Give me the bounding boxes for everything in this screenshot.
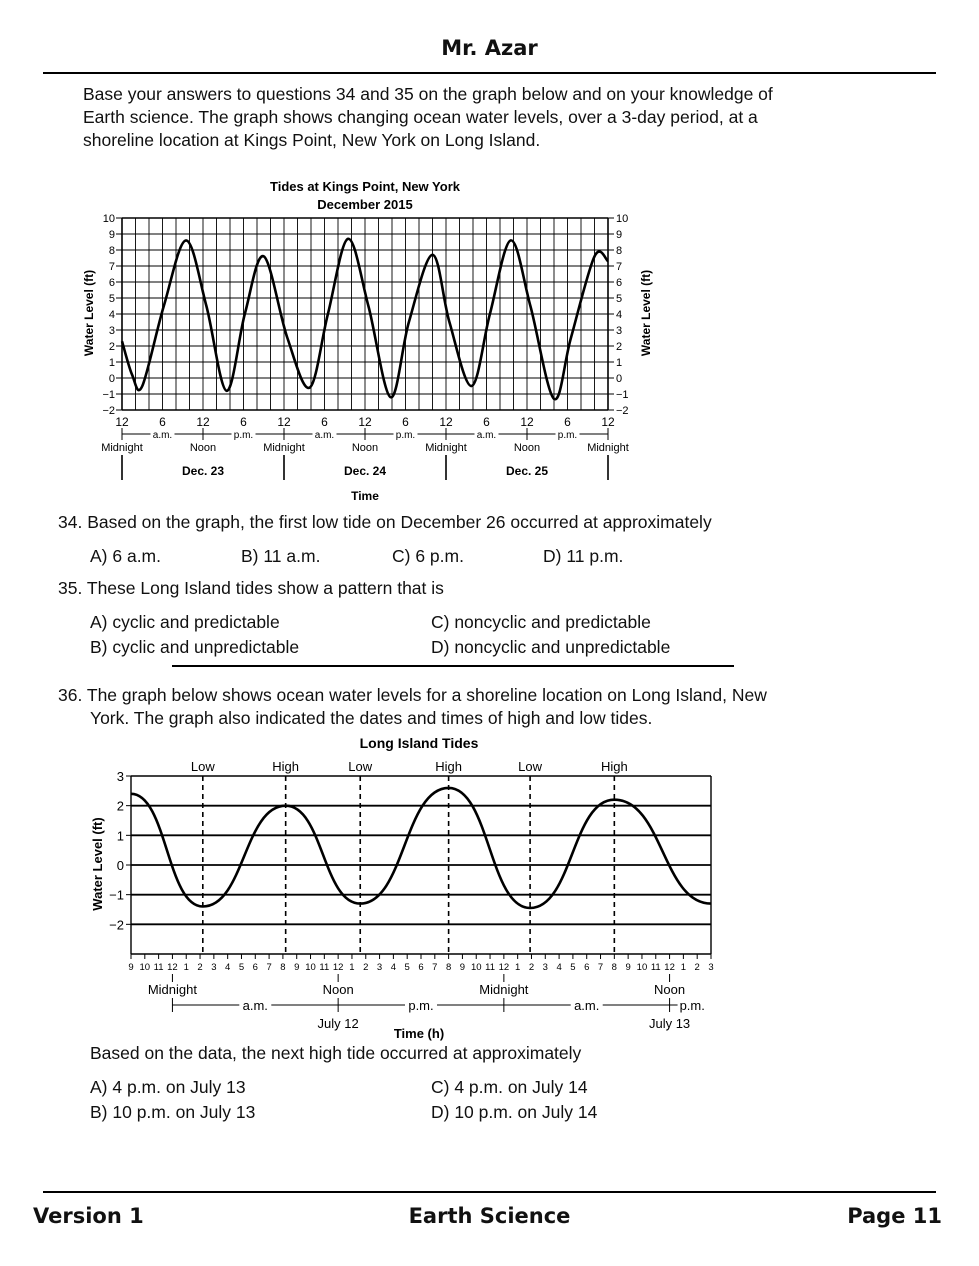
chart2-xtick-label: 4 <box>390 962 397 973</box>
chart2-marker-label: Noon <box>322 982 354 997</box>
chart2-xtick-label: 7 <box>266 962 272 973</box>
chart2-period-label: a.m. <box>574 998 600 1013</box>
chart1-xtick-label: 12 <box>115 415 129 429</box>
chart2-marker-label: Midnight <box>147 982 197 997</box>
chart1-marker-label: Midnight <box>587 442 629 454</box>
chart1-ytick-label-left: 5 <box>108 293 115 305</box>
chart1-ytick-label-left: 4 <box>108 309 115 321</box>
chart2-xtick-label: 11 <box>485 962 495 973</box>
chart1-period-label: p.m. <box>557 430 578 441</box>
chart1-ytick-label-left: 0 <box>108 373 115 385</box>
header-rule <box>43 72 936 74</box>
chart1-xtick-label: 12 <box>358 415 372 429</box>
chart1-xtick-label: 12 <box>196 415 210 429</box>
chart1-ytick-label-right: 10 <box>616 213 629 225</box>
chart2-date-label: July 13 <box>648 1016 691 1031</box>
q36-option-c[interactable]: C) 4 p.m. on July 14 <box>431 1077 588 1097</box>
chart1-marker-label: Midnight <box>101 442 143 454</box>
chart2-xtick-label: 2 <box>363 962 369 973</box>
chart1-marker-label: Midnight <box>263 442 305 454</box>
chart2-xtick-label: 9 <box>128 962 134 973</box>
chart1-marker-label: Noon <box>351 442 379 454</box>
chart2-ytick-label: −1 <box>109 887 124 903</box>
chart2-event-label: High <box>272 759 300 774</box>
chart1-y-ticks-right <box>608 213 629 417</box>
chart1-xtick-label: 12 <box>439 415 453 429</box>
footer-page-number: Page 11 <box>847 1204 942 1228</box>
intro-line-2: Earth science. The graph shows changing ocean water levels, over a 3-day period, at a <box>83 107 758 127</box>
chart2-xtick-label: 6 <box>418 962 424 973</box>
section-divider <box>172 665 734 667</box>
chart1-day-labels <box>122 455 608 480</box>
chart2-xtick-label: 10 <box>139 962 151 973</box>
q36-option-a[interactable]: A) 4 p.m. on July 13 <box>90 1077 246 1097</box>
q34-option-b[interactable]: B) 11 a.m. <box>241 546 321 566</box>
chart2-xtick-label: 11 <box>319 962 330 973</box>
chart2-xtick-label: 7 <box>597 962 604 973</box>
chart2-period-label: p.m. <box>408 998 434 1013</box>
chart1-ytick-label-left: 9 <box>108 229 115 241</box>
q35-option-d[interactable]: D) noncyclic and unpredictable <box>431 637 671 657</box>
q36-prompt: Based on the data, the next high tide occurred at approximately <box>90 1043 582 1063</box>
chart1-ytick-label-right: 7 <box>616 261 623 273</box>
q35-option-c[interactable]: C) noncyclic and predictable <box>431 612 651 632</box>
q35-option-a[interactable]: A) cyclic and predictable <box>90 612 280 632</box>
q35-stem: 35. These Long Island tides show a pattern that is <box>58 578 444 598</box>
chart2-xtick-label: 2 <box>197 962 203 973</box>
q34-stem: 34. Based on the graph, the first low tide on December 26 occurred at approximately <box>58 512 712 532</box>
chart2-xtick-label: 5 <box>238 962 245 973</box>
chart2-xtick-label: 1 <box>515 962 521 973</box>
chart2-event-label: High <box>600 759 628 774</box>
chart2-xtick-label: 5 <box>404 962 410 973</box>
chart1-ytick-label-left: 8 <box>108 245 115 257</box>
chart2-event-label: Low <box>348 759 373 774</box>
chart2-xtick-label: 1 <box>349 962 355 973</box>
chart1-ytick-label-left: 6 <box>108 277 115 289</box>
chart2-xtick-label: 4 <box>556 962 562 973</box>
chart1-period-label: p.m. <box>233 430 254 441</box>
kings-point-tides-chart <box>75 172 675 512</box>
chart1-ytick-label-right: 6 <box>616 277 623 289</box>
chart2-xtick-label: 11 <box>650 962 661 973</box>
chart2-ytick-label: 2 <box>116 798 124 814</box>
chart1-title: Tides at Kings Point, New York <box>270 179 460 194</box>
chart2-xtick-label: 6 <box>584 962 590 973</box>
chart2-ytick-label: 0 <box>116 858 124 873</box>
chart2-title: Long Island Tides <box>359 735 479 751</box>
chart2-period-label: a.m. <box>242 998 268 1013</box>
chart1-ytick-label-left: −1 <box>102 389 115 401</box>
chart1-marker-labels <box>101 442 629 454</box>
chart1-x-ticks <box>115 415 615 429</box>
chart2-xtick-label: 7 <box>432 962 438 973</box>
chart1-xtick-label: 6 <box>159 415 166 429</box>
chart1-period-row <box>122 428 608 441</box>
chart2-ylabel: Water Level (ft) <box>90 817 105 911</box>
chart1-day-label: Dec. 24 <box>343 464 387 478</box>
chart2-xtick-label: 8 <box>611 962 617 973</box>
chart2-xlabel: Time (h) <box>393 1026 445 1041</box>
chart1-period-label: a.m. <box>476 430 497 441</box>
chart2-xtick-label: 6 <box>252 962 258 973</box>
chart2-xtick-label: 3 <box>542 962 548 973</box>
chart2-xtick-label: 8 <box>445 962 452 973</box>
intro-line-1: Base your answers to questions 34 and 35 on the graph below and on your knowledge of <box>83 84 773 104</box>
chart1-xtick-label: 6 <box>483 415 490 429</box>
chart2-x-ticks <box>128 962 713 973</box>
chart1-ytick-label-left: 10 <box>102 213 115 225</box>
chart2-y-ticks <box>109 769 131 932</box>
footer-subject: Earth Science <box>408 1204 571 1228</box>
chart2-xtick-label: 12 <box>167 962 178 973</box>
q36-stem-line-2: York. The graph also indicated the dates and times of high and low tides. <box>90 708 653 728</box>
chart1-ytick-label-left: 1 <box>108 357 115 369</box>
chart2-marker-label: Noon <box>654 982 686 997</box>
chart2-xtick-label: 9 <box>625 962 631 973</box>
q34-option-c[interactable]: C) 6 p.m. <box>392 546 464 566</box>
chart1-xtick-label: 12 <box>520 415 534 429</box>
chart1-period-label: a.m. <box>314 430 335 441</box>
chart1-marker-label: Noon <box>189 442 217 454</box>
chart2-event-label: Low <box>518 759 543 774</box>
chart2-date-label: July 12 <box>317 1016 359 1031</box>
chart2-xtick-label: 12 <box>332 962 344 973</box>
chart1-xtick-label: 6 <box>321 415 328 429</box>
chart1-ytick-label-right: 8 <box>616 245 623 257</box>
chart2-xtick-label: 5 <box>570 962 576 973</box>
chart1-day-label: Dec. 25 <box>505 464 549 478</box>
chart2-xtick-label: 1 <box>183 962 189 973</box>
chart2-xtick-label: 12 <box>498 962 510 973</box>
chart2-grid <box>131 776 711 959</box>
chart1-subtitle: December 2015 <box>317 197 413 212</box>
chart1-xtick-label: 6 <box>564 415 571 429</box>
chart2-xtick-label: 1 <box>680 962 687 973</box>
chart1-ytick-label-right: 9 <box>616 229 623 241</box>
chart1-ytick-label-right: −1 <box>616 389 629 401</box>
chart2-xtick-label: 11 <box>153 962 164 973</box>
chart1-ytick-label-right: 4 <box>616 309 623 321</box>
chart2-xtick-label: 10 <box>305 962 316 973</box>
intro-line-3: shoreline location at Kings Point, New York on Long Island. <box>83 130 541 150</box>
chart1-xtick-label: 12 <box>601 415 615 429</box>
chart1-ytick-label-right: −2 <box>616 405 629 417</box>
chart1-marker-label: Noon <box>513 442 541 454</box>
footer-rule <box>43 1191 936 1193</box>
q34-option-d[interactable]: D) 11 p.m. <box>543 546 624 566</box>
chart1-ytick-label-left: 3 <box>108 325 115 337</box>
footer-version: Version 1 <box>33 1204 144 1228</box>
q36-option-b[interactable]: B) 10 p.m. on July 13 <box>90 1102 256 1122</box>
chart1-grid <box>122 218 608 410</box>
chart1-ytick-label-right: 2 <box>616 341 623 353</box>
q34-option-a[interactable]: A) 6 a.m. <box>90 546 161 566</box>
chart2-xtick-label: 12 <box>664 962 675 973</box>
chart1-ytick-label-left: 2 <box>108 341 115 353</box>
chart1-y-ticks-left <box>102 213 122 417</box>
chart2-xtick-label: 3 <box>211 962 217 973</box>
chart1-ytick-label-right: 1 <box>616 357 623 369</box>
chart2-marker-label: Midnight <box>479 982 529 997</box>
chart2-xtick-label: 4 <box>225 962 231 973</box>
chart2-xtick-label: 9 <box>294 962 300 973</box>
chart2-xtick-label: 3 <box>708 962 714 973</box>
chart1-ytick-label-left: 7 <box>108 261 115 273</box>
q36-stem-line-1: 36. The graph below shows ocean water levels for a shoreline location on Long Island, New <box>58 685 767 705</box>
chart1-xtick-label: 6 <box>240 415 247 429</box>
chart1-xtick-label: 6 <box>402 415 409 429</box>
chart2-period-label: p.m. <box>679 998 705 1013</box>
chart1-period-label: a.m. <box>152 430 173 441</box>
chart1-ylabel-right: Water Level (ft) <box>639 269 653 357</box>
chart2-xtick-label: 9 <box>459 962 466 973</box>
chart2-ytick-label: 1 <box>116 828 124 844</box>
chart1-xtick-label: 12 <box>277 415 291 429</box>
long-island-tides-chart <box>85 732 725 1044</box>
chart2-xtick-label: 8 <box>280 962 286 973</box>
chart1-ytick-label-left: −2 <box>102 405 115 417</box>
chart2-xtick-label: 10 <box>636 962 648 973</box>
chart1-ytick-label-right: 5 <box>616 293 623 305</box>
chart1-period-label: p.m. <box>395 430 416 441</box>
chart1-ytick-label-right: 3 <box>616 325 623 337</box>
chart1-day-label: Dec. 23 <box>181 464 225 478</box>
chart2-xtick-label: 2 <box>694 962 700 973</box>
chart2-ytick-label: −2 <box>109 917 124 933</box>
chart1-marker-label: Midnight <box>425 442 467 454</box>
chart2-time-axis <box>148 974 705 1031</box>
chart2-event-label: Low <box>190 759 215 774</box>
chart2-ytick-label: 3 <box>116 769 124 784</box>
chart2-xtick-label: 10 <box>470 962 482 973</box>
chart1-xlabel: Time <box>351 489 379 503</box>
q36-option-d[interactable]: D) 10 p.m. on July 14 <box>431 1102 598 1122</box>
chart1-ylabel-left: Water Level (ft) <box>82 269 96 357</box>
chart1-ytick-label-right: 0 <box>616 373 623 385</box>
chart2-event-label: High <box>435 759 462 774</box>
chart2-xtick-label: 2 <box>528 962 535 973</box>
q35-option-b[interactable]: B) cyclic and unpredictable <box>90 637 300 657</box>
page-header-title: Mr. Azar <box>441 36 538 60</box>
chart2-xtick-label: 3 <box>376 962 383 973</box>
